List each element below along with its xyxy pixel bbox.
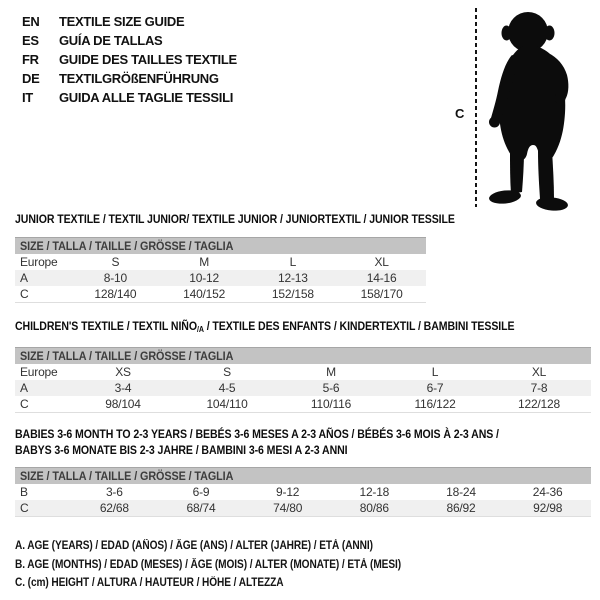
value-cell: 86/92 bbox=[446, 501, 476, 515]
table-row-europe bbox=[15, 254, 426, 270]
table-row-height bbox=[15, 286, 426, 303]
value-cell: 3-4 bbox=[114, 381, 132, 395]
junior-section-title: JUNIOR TEXTILE / TEXTIL JUNIOR/ TEXTILE JUNIOR / JUNIORTEXTIL / JUNIOR TESSILE bbox=[15, 212, 455, 226]
footnotes bbox=[15, 537, 454, 593]
value-cell: 14-16 bbox=[366, 271, 397, 285]
row-label: B bbox=[20, 485, 28, 499]
value-cell: 6-9 bbox=[192, 485, 210, 499]
value-cell: 5-6 bbox=[322, 381, 340, 395]
size-cell: XS bbox=[115, 365, 131, 379]
childrens-section-title bbox=[15, 319, 514, 334]
value-cell: 128/140 bbox=[94, 287, 137, 301]
language-list bbox=[22, 12, 237, 107]
measure-label-c: C bbox=[455, 106, 465, 121]
row-label: A bbox=[20, 271, 28, 285]
toddler-silhouette-image bbox=[480, 3, 590, 215]
size-cell: XL bbox=[374, 255, 389, 269]
language-label: TEXTILGRÖßENFÜHRUNG bbox=[59, 71, 219, 86]
language-label: GUIDE DES TAILLES TEXTILE bbox=[59, 52, 237, 67]
value-cell: 18-24 bbox=[446, 485, 476, 499]
childrens-size-table bbox=[15, 347, 591, 413]
row-label: C bbox=[20, 397, 29, 411]
value-cell: 104/110 bbox=[206, 397, 248, 411]
babies-section-title-line1: BABIES 3-6 MONTH TO 2-3 YEARS / BEBÉS 3-6 MESES A 2-3 AÑOS / BÉBÉS 3-6 MOIS À 2-3 ANS / bbox=[15, 427, 499, 441]
value-cell: 7-8 bbox=[530, 381, 548, 395]
language-code: FR bbox=[22, 52, 39, 67]
size-header-row bbox=[15, 237, 426, 254]
babies-section-title-line2: BABYS 3-6 MONATE BIS 2-3 JAHRE / BAMBINI 3-6 MESI A 2-3 ANNI bbox=[15, 443, 348, 457]
language-row-de bbox=[22, 69, 237, 88]
table-row-age-months bbox=[15, 484, 591, 500]
row-label: C bbox=[20, 287, 29, 301]
table-row-height bbox=[15, 500, 591, 517]
row-label: A bbox=[20, 381, 28, 395]
childrens-title-sub: /A bbox=[196, 325, 204, 334]
size-cell: L bbox=[289, 255, 297, 269]
value-cell: 68/74 bbox=[186, 501, 216, 515]
value-cell: 122/128 bbox=[518, 397, 560, 411]
size-header-row bbox=[15, 347, 591, 364]
value-cell: 98/104 bbox=[105, 397, 141, 411]
value-cell: 3-6 bbox=[105, 485, 123, 499]
table-row-height bbox=[15, 396, 591, 413]
value-cell: 62/68 bbox=[99, 501, 129, 515]
language-code: EN bbox=[22, 14, 40, 29]
value-cell: 116/122 bbox=[414, 397, 456, 411]
table-row-europe bbox=[15, 364, 591, 380]
value-cell: 140/152 bbox=[183, 287, 226, 301]
language-code: DE bbox=[22, 71, 40, 86]
row-label: C bbox=[20, 501, 29, 515]
footnote-a: A. AGE (YEARS) / EDAD (AÑOS) / ÂGE (ANS) / ALTER (JAHRE) / ETÀ (ANNI) bbox=[15, 540, 373, 552]
value-cell: 24-36 bbox=[532, 485, 563, 499]
language-code: ES bbox=[22, 33, 39, 48]
language-code: IT bbox=[22, 90, 33, 105]
value-cell: 8-10 bbox=[103, 271, 127, 285]
childrens-title-post: / TEXTILE DES ENFANTS / KINDERTEXTIL / BAMBINI TESSILE bbox=[203, 319, 515, 333]
size-cell: XL bbox=[531, 365, 547, 379]
footnote-c: C. (cm) HEIGHT / ALTURA / HAUTEUR / HÖHE / ALTEZZA bbox=[15, 577, 284, 589]
value-cell: 9-12 bbox=[276, 485, 300, 499]
size-cell: M bbox=[326, 365, 336, 379]
row-label: Europe bbox=[20, 365, 58, 379]
size-cell: S bbox=[111, 255, 120, 269]
value-cell: 110/116 bbox=[310, 397, 352, 411]
language-row-en bbox=[22, 12, 237, 31]
language-row-fr bbox=[22, 50, 237, 69]
language-row-it bbox=[22, 88, 237, 107]
height-measure-dashed-line bbox=[475, 8, 477, 207]
value-cell: 10-12 bbox=[189, 271, 219, 285]
value-cell: 74/80 bbox=[273, 501, 303, 515]
value-cell: 152/158 bbox=[271, 287, 314, 301]
value-cell: 80/86 bbox=[359, 501, 389, 515]
value-cell: 12-13 bbox=[278, 271, 308, 285]
table-row-age bbox=[15, 380, 591, 396]
value-cell: 4-5 bbox=[218, 381, 236, 395]
value-cell: 6-7 bbox=[426, 381, 444, 395]
value-cell: 12-18 bbox=[359, 485, 390, 499]
size-cell: M bbox=[199, 255, 210, 269]
size-header-label: SIZE / TALLA / TAILLE / GRÖSSE / TAGLIA bbox=[20, 349, 234, 363]
row-label: Europe bbox=[20, 255, 58, 269]
language-label: GUÍA DE TALLAS bbox=[59, 33, 163, 48]
size-cell: L bbox=[431, 365, 439, 379]
size-cell: S bbox=[223, 365, 231, 379]
junior-size-table bbox=[15, 237, 426, 303]
table-row-age bbox=[15, 270, 426, 286]
size-header-label: SIZE / TALLA / TAILLE / GRÖSSE / TAGLIA bbox=[20, 469, 234, 483]
babies-size-table bbox=[15, 467, 591, 517]
language-label: TEXTILE SIZE GUIDE bbox=[59, 14, 185, 29]
language-row-es bbox=[22, 31, 237, 50]
value-cell: 92/98 bbox=[533, 501, 563, 515]
footnote-b: B. AGE (MONTHS) / EDAD (MESES) / ÂGE (MOIS) / ALTER (MONATE) / ETÀ (MESI) bbox=[15, 558, 402, 571]
childrens-title-pre: CHILDREN'S TEXTILE / TEXTIL NIÑO bbox=[15, 319, 197, 333]
size-header-label: SIZE / TALLA / TAILLE / GRÖSSE / TAGLIA bbox=[20, 239, 234, 253]
language-label: GUIDA ALLE TAGLIE TESSILI bbox=[59, 90, 234, 105]
size-header-row bbox=[15, 467, 591, 484]
value-cell: 158/170 bbox=[360, 287, 403, 301]
